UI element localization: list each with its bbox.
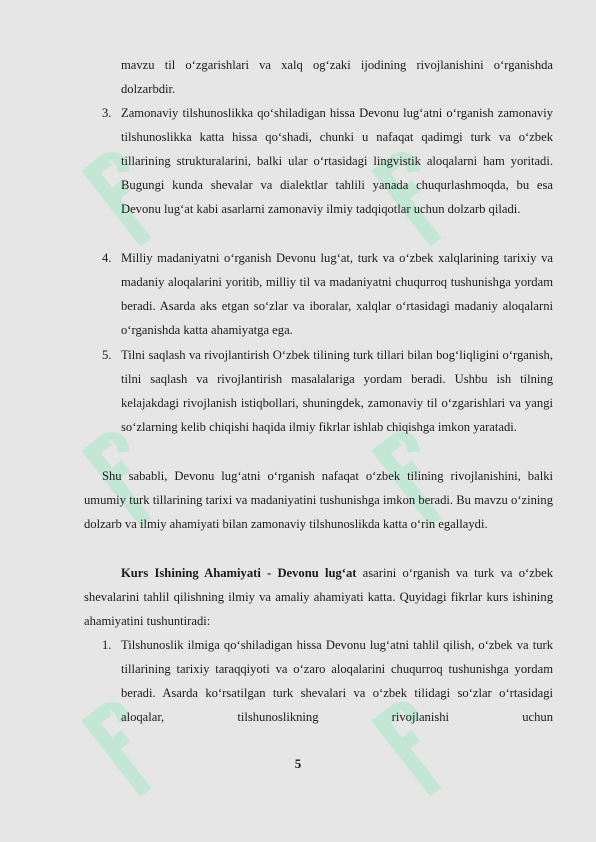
list-item bbox=[84, 101, 553, 221]
list-text: Tilshunoslik ilmiga qo‘shiladigan hissa Devonu lug‘atni tahlil qilish, o‘zbek va turk tillarining tarixiy taraqqiyoti va o‘zaro aloqalarini chuqurroq tushunishga yordam beradi. Asarda ko‘rsatilgan turk shevalari va o‘zbek tilidagi so‘zlar o‘rtasidagi aloqalar, tilshunoslikning rivojlanishi uchun bbox=[121, 638, 553, 725]
list-number: 1. bbox=[102, 638, 112, 652]
kurs-paragraph bbox=[84, 561, 553, 633]
list-item bbox=[84, 633, 553, 729]
list-text: Zamonaviy tilshunoslikka qo‘shiladigan hissa Devonu lug‘atni o‘rganish zamonaviy tilshunoslikka katta hissa qo‘shadi, chunki u nafaqat qadimgi turk va o‘zbek tillarining strukturalarini, balki ular o‘rtasidagi lingvistik aloqalarni ham yoritadi. Bugungi kunda shevalar va dialektlar tahlili yanada chuqurlashmoqda, bu esa Devonu lug‘at kabi asarlarni zamonaviy ilmiy tadqiqotlar uchun dolzarb qiladi. bbox=[121, 106, 553, 217]
summary-paragraph: Shu sababli, Devonu lug‘atni o‘rganish nafaqat o‘zbek tilining rivojlanishini, balki umumiy turk tillarining tarixi va madaniyatini tushunishga imkon beradi. Bu mavzu o‘zining dolzarb va ilmiy ahamiyati bilan zamonaviy tilshunoslikda katta o‘rin egallaydi. bbox=[84, 469, 553, 532]
list-item bbox=[84, 343, 553, 439]
kurs-text: asarini o‘rganish va turk va o‘zbek shevalarini tahlil qilishning ilmiy va amaliy ahamiyati katta. Quyidagi fikrlar kurs ishining ahamiyatini tushuntiradi: bbox=[84, 566, 553, 629]
list-number: 3. bbox=[102, 106, 112, 120]
kurs-heading: Kurs Ishining Ahamiyati - Devonu lug‘at bbox=[121, 566, 357, 580]
list-text: Tilni saqlash va rivojlantirish O‘zbek tilining turk tillari bilan bog‘liqligini o‘rganish, tilni saqlash va rivojlantirish masalalariga yordam beradi. Ushbu ish tilning kelajakdagi rivojlanish istiqbollari, shuningdek, zamonaviy til o‘zgarishlari va yangi so‘zlarning kelib chiqishi haqida ilmiy fikrlar ishlab chiqishga imkon yaratadi. bbox=[121, 348, 553, 435]
page-number: 5 bbox=[294, 756, 302, 771]
intro-continuation: mavzu til o‘zgarishlari va xalq og‘zaki ijodining rivojlanishini o‘rganishda dolzarbdir. bbox=[121, 58, 553, 97]
list-item bbox=[84, 246, 553, 342]
list-text: Milliy madaniyatni o‘rganish Devonu lug‘at, turk va o‘zbek xalqlarining tarixiy va madaniy aloqalarini yoritib, milliy til va madaniyatni chuqurroq tushunishga yordam beradi. Asarda aks etgan so‘zlar va iboralar, xalqlar o‘rtasidagi madaniy aloqalarni o‘rganishda katta ahamiyatga ega. bbox=[121, 251, 553, 338]
list-number: 5. bbox=[102, 348, 112, 362]
list-number: 4. bbox=[102, 251, 112, 265]
